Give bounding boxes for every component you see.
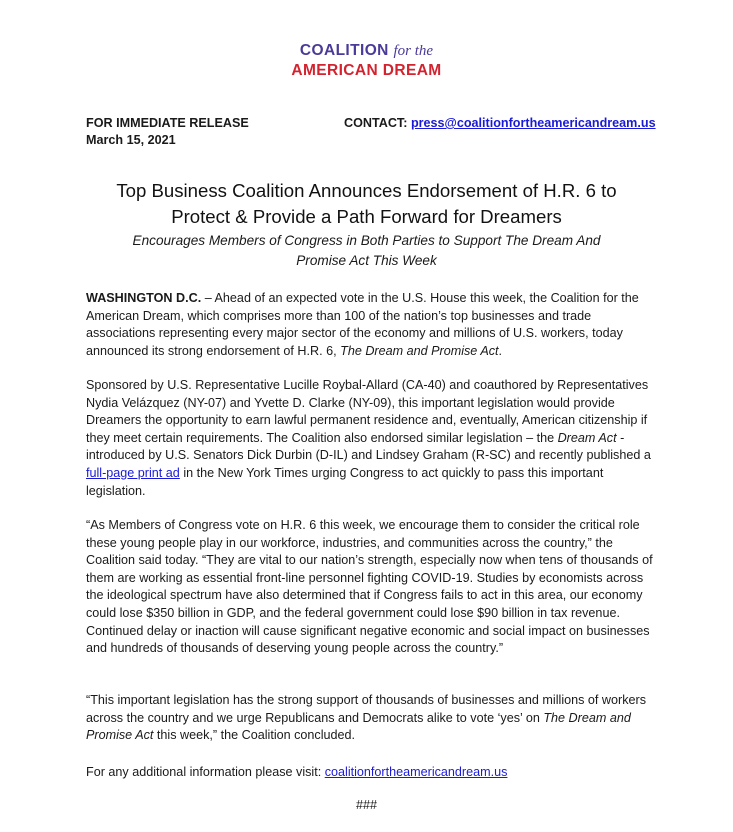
title-line-1: Top Business Coalition Announces Endorsement of H.R. 6 to [116, 180, 617, 201]
contact-email-link[interactable]: press@coalitionfortheamericandream.us [410, 116, 656, 130]
title-line-2: Protect & Provide a Path Forward for Dreamers [171, 206, 562, 227]
paragraph-4 [86, 692, 656, 745]
dream-act-name: Dream Act [557, 430, 617, 445]
act-name-2: The Dream and Promise Act [86, 710, 631, 743]
end-mark: ### [355, 798, 377, 812]
paragraph-1-end: . [498, 343, 503, 358]
coalition-logo [0, 41, 733, 80]
website-link[interactable]: coalitionfortheamericandream.us [324, 765, 508, 779]
release-label: FOR IMMEDIATE RELEASE [86, 116, 249, 130]
paragraph-2-text-c: in the New York Times urging Congress to act quickly to pass this important legislation. [86, 465, 604, 498]
dateline: WASHINGTON D.C. [86, 291, 202, 305]
paragraph-1-text: – Ahead of an expected vote in the U.S. House this week, the Coalition for the American Dream, which comprises more than 100 of the nation’s top businesses and trade associations representing every major sector of the economy and millions of U.S. workers, today announced its strong endorsement of H.R. 6, [86, 291, 639, 358]
paragraph-2 [86, 377, 656, 500]
paragraph-1 [86, 290, 656, 360]
subtitle-line-1: Encourages Members of Congress in Both Parties to Support The Dream And [132, 233, 601, 248]
paragraph-2-text-a: Sponsored by U.S. Representative Lucille Roybal-Allard (CA-40) and coauthored by Representatives Nydia Velázquez (NY-07) and Yvette D. Clarke (NY-09), this important legislation would provide Dreamers the opportunity to earn lawful permanent residence and, eventually, American citizenship if they meet certain requirements. The Coalition also endorsed similar legislation – the [86, 378, 649, 445]
page-subtitle [60, 231, 673, 271]
paragraph-5 [86, 764, 656, 782]
paragraph-2-text-b: - introduced by U.S. Senators Dick Durbin (D-IL) and Lindsey Graham (R-SC) and recently published a [86, 430, 651, 463]
paragraph-5-text: For any additional information please visit: [86, 765, 325, 779]
logo-line-1 [0, 41, 733, 61]
release-date: March 15, 2021 [86, 133, 176, 147]
paragraph-3: “As Members of Congress vote on H.R. 6 this week, we encourage them to consider the critical role these young people play in our workforce, industries, and communities across the country,” the Coalition said today. “They are vital to our nation’s strength, especially now when tens of thousands of them are working as essential front-line personnel fighting COVID-19. Studies by economists across the ideological spectrum have also determined that if Congress fails to act in this area, our economy could lose $350 billion in GDP, and the federal government could lose $90 billion in tax revenue. Continued delay or inaction will cause significant negative economic and social impact on businesses and hundreds of thousands of deserving young people across the country.” [86, 518, 653, 656]
act-name: The Dream and Promise Act [340, 343, 499, 358]
logo-for-the-text: for the [393, 43, 434, 59]
contact-label: CONTACT: [344, 116, 408, 130]
page-title [60, 178, 673, 230]
logo-coalition-text: COALITION [299, 42, 389, 59]
release-info [86, 115, 249, 149]
paragraph-4-text-a: “This important legislation has the strong support of thousands of businesses and millions of workers across the country and we urge Republicans and Democrats alike to vote ‘yes’ on [86, 693, 647, 725]
paragraph-4-text-b: this week,” the Coalition concluded. [153, 728, 356, 743]
contact-info [344, 115, 656, 132]
logo-american-dream-text: AMERICAN DREAM [291, 62, 442, 79]
subtitle-line-2: Promise Act This Week [296, 253, 437, 268]
print-ad-link[interactable]: full-page print ad [86, 465, 180, 480]
